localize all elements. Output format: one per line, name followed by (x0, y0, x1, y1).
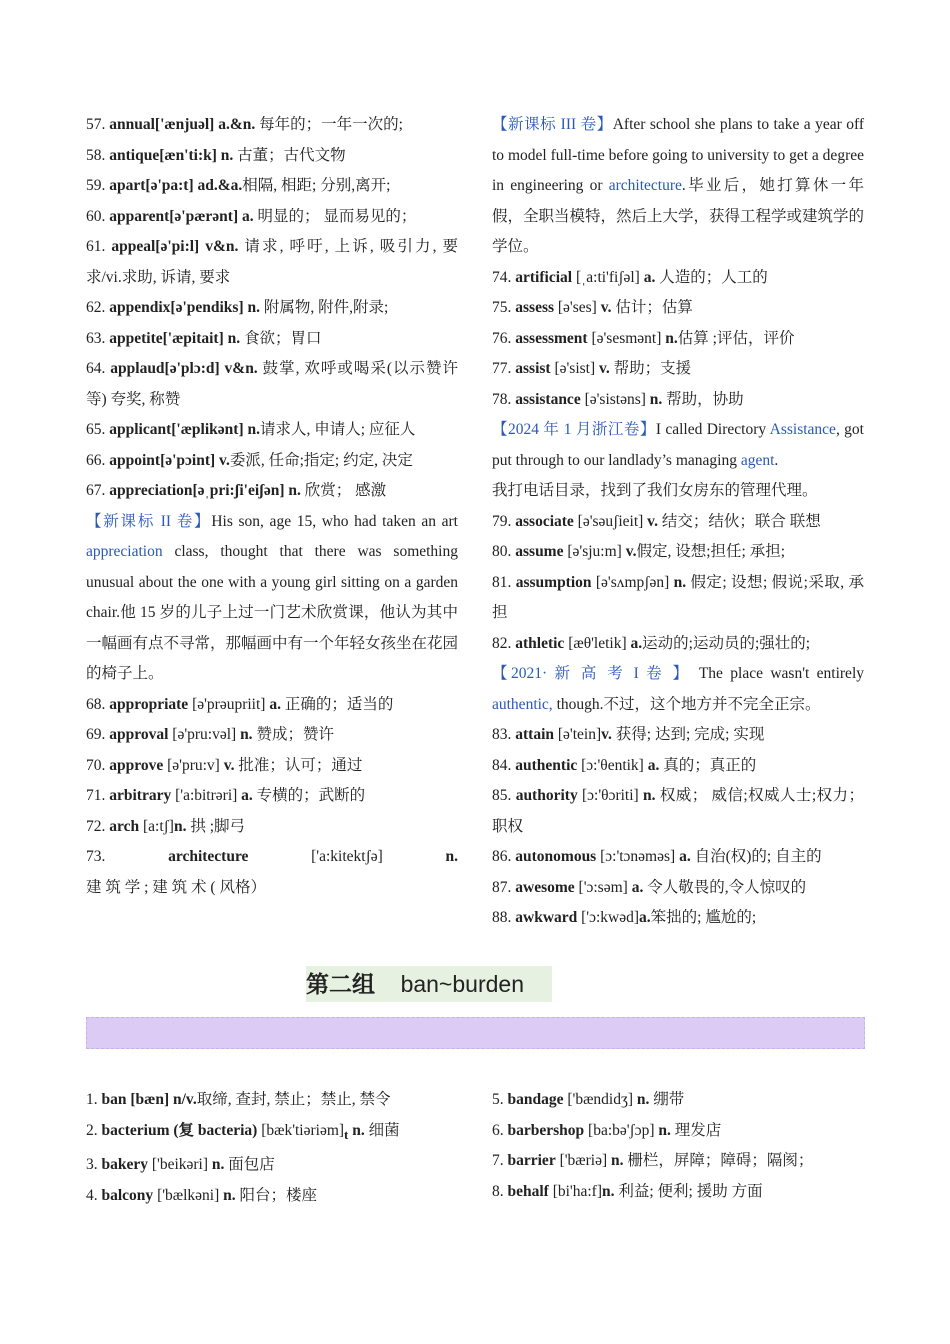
example-translation: 不过，这个地方并不完全正宗。 (603, 695, 821, 713)
entry-word: approval (109, 726, 169, 743)
entry-word: assume (515, 543, 564, 560)
entry-pos: n. (240, 726, 253, 743)
entry-num: 73. (86, 848, 106, 865)
entry-list (86, 110, 458, 507)
entry-meaning: 自治(权)的; 自主的 (690, 848, 822, 865)
entry-word: appetite['æpitait] n. (109, 329, 241, 347)
entry-phon: [ə'səuʃieit] (573, 512, 648, 530)
entry-meaning: 委派, 任命;指定; 约定, 决定 (229, 451, 413, 469)
entry-meaning: 估计；估算 (611, 299, 693, 316)
entry-word: bandage (507, 1091, 564, 1108)
entry-num: 72. (86, 817, 106, 835)
example-translation: 他 15 岁的儿子上过一门艺术欣赏课，他认为其中一幅画有点不寻常，那幅画中有一个年轻女孩坐在花园的椅子上。 (86, 604, 459, 682)
entry-list (86, 1085, 466, 1211)
entry-meaning: 理发店 (670, 1121, 722, 1139)
entry-num: 71. (86, 787, 106, 804)
entry-word: awkward (515, 909, 578, 926)
vocab-entry (492, 324, 864, 355)
entry-word: authentic (515, 756, 578, 774)
entry-pos: n. (673, 573, 687, 591)
entry-word: bacterium (复 bacteria) (101, 1121, 258, 1139)
vocab-entry (86, 1150, 466, 1181)
vocab-entry (492, 1177, 872, 1208)
vocab-entry (86, 1181, 466, 1212)
entry-list (492, 263, 864, 416)
entry-phon: [a:tʃ] (139, 817, 174, 835)
entry-word: barrier (507, 1152, 556, 1169)
example-keyword: architecture (608, 177, 682, 194)
vocab-entry (492, 842, 864, 873)
entry-phon: [bæk'tiəriəm] (257, 1121, 345, 1139)
entry-pos: v. (599, 360, 610, 377)
bottom-right-column (492, 1085, 872, 1207)
example-67 (86, 507, 458, 690)
vocab-entry (492, 385, 864, 416)
entry-word: arbitrary (109, 787, 172, 804)
entry-pos: n. (658, 1121, 671, 1139)
entry-phon: [ə'sju:m] (563, 543, 626, 560)
entry-word: arch (109, 817, 140, 835)
entry-phon: ['ɔ:səm] (574, 878, 632, 896)
entry-pos: v. (601, 726, 612, 743)
entry-list (492, 720, 864, 934)
section-range: ban~burden (400, 971, 524, 997)
entry-meaning: 批准；认可；通过 (234, 756, 363, 774)
entry-meaning: 假定, 设想;担任; 承担; (636, 543, 786, 560)
bottom-left-column (86, 1085, 466, 1211)
entry-num: 3. (86, 1156, 98, 1174)
entry-num: 85. (492, 787, 512, 804)
entry-meaning: 取缔, 查封, 禁止；禁止, 禁令 (196, 1091, 391, 1108)
vocab-entry (492, 537, 864, 568)
vocab-entry (492, 354, 864, 385)
entry-word: bakery (101, 1156, 148, 1174)
entry-num: 81. (492, 573, 512, 591)
entry-word: assistance (515, 390, 581, 408)
entry-meaning: 鼓掌, 欢呼或喝采(以示赞许等) 夸奖, 称赞 (86, 360, 459, 408)
example-keyword: authentic, (492, 695, 553, 713)
entry-meaning: 相隔, 相距; 分别,离开; (242, 177, 391, 194)
entry-num: 5. (492, 1091, 504, 1108)
entry-word: appeal[ə'pi:l] v&n. (111, 238, 239, 255)
example-78 (492, 415, 864, 507)
entry-list (86, 690, 458, 904)
entry-phon: [ə'pru:vəl] (168, 726, 241, 743)
entry-num: 63. (86, 329, 106, 347)
entry-num: 67. (86, 482, 106, 499)
entry-list (492, 1085, 872, 1207)
entry-word: ban [bæn] n/v. (101, 1091, 197, 1108)
entry-meaning: 笨拙的; 尴尬的; (650, 909, 757, 926)
entry-num: 74. (492, 268, 512, 286)
example-source: 【新课标 II 卷】 (86, 512, 212, 530)
entry-num: 60. (86, 207, 106, 225)
vocab-entry (492, 568, 864, 629)
entry-pos: a. (647, 756, 660, 774)
vocab-entry (86, 842, 458, 903)
entry-num: 84. (492, 756, 512, 774)
example-text: , got put through to our landlady’s managing (492, 421, 864, 469)
entry-pos: n. (665, 329, 678, 347)
entry-phon: ['ɔ:kwəd] (577, 909, 640, 926)
entry-meaning: 正确的；适当的 (280, 695, 394, 713)
entry-word: appropriate (109, 695, 189, 713)
entry-meaning: 帮助；支援 (609, 360, 692, 377)
entry-num: 57. (86, 116, 106, 133)
entry-meaning: 令人敬畏的,令人惊叹的 (643, 878, 807, 896)
entry-phon: [ə'ses] (554, 299, 601, 316)
vocab-entry (86, 781, 458, 812)
entry-word: apparent[ə'pærənt] a. (109, 207, 254, 225)
entry-meaning: 明显的； 显而易见的； (253, 207, 417, 225)
entry-phon: [ə'sist] (550, 360, 600, 377)
entry-num: 75. (492, 299, 512, 316)
vocab-entry (492, 629, 864, 660)
vocab-entry (86, 446, 458, 477)
entry-word: assumption (515, 573, 592, 591)
entry-meaning: 真的；真正的 (659, 756, 757, 774)
example-source: 【2024 年 1 月浙江卷】 (492, 421, 656, 438)
entry-pos: n. (636, 1091, 650, 1108)
example-translation: 我打电话目录，找到了我们女房东的管理代理。 (492, 482, 818, 499)
vocab-entry (86, 476, 458, 507)
entry-num: 64. (86, 360, 106, 377)
example-text: class, thought that there was something unusual about the one with a young girl sitting on a garden chair. (86, 543, 458, 621)
entry-num: 88. (492, 909, 512, 926)
vocab-entry (86, 720, 458, 751)
vocab-entry (492, 1116, 872, 1147)
vocab-entry (86, 293, 458, 324)
entry-phon: [ə'sesmənt] (587, 329, 666, 347)
entry-word: applicant['æplikənt] n. (109, 421, 260, 438)
entry-word: athletic (515, 634, 565, 652)
entry-sub: t (344, 1126, 349, 1142)
example-text: After school she plans to take a year off to model full-time before going to university to get a degree in engineering or (492, 116, 864, 194)
entry-meaning: 食欲；胃口 (240, 329, 322, 347)
entry-phon: [ə'pru:v] (163, 756, 224, 774)
entry-phon: ['bælkəni] (153, 1186, 224, 1204)
entry-meaning: 建 筑 学 ; 建 筑 术 ( 风格） (86, 878, 266, 896)
entry-pos: n. (211, 1156, 225, 1174)
example-keyword: Assistance (769, 421, 836, 438)
entry-word: awesome (515, 878, 575, 896)
entry-num: 8. (492, 1182, 504, 1200)
entry-meaning: 假定; 设想; 假说;采取, 承担 (492, 573, 864, 621)
left-column (86, 110, 458, 903)
example-text: His son, age 15, who had taken an art (211, 512, 458, 530)
vocab-entry (86, 141, 458, 172)
example-keyword: appreciation (86, 543, 163, 560)
entry-meaning: 栅栏，屏障；障碍；隔阂； (623, 1152, 814, 1169)
entry-meaning: 阳台；楼座 (235, 1186, 318, 1204)
entry-meaning: 附属物, 附件,附录; (260, 299, 389, 316)
entry-phon: [ɔ:'tɔnəməs] (596, 848, 680, 865)
example-text: though. (552, 695, 604, 713)
vocab-entry (86, 812, 458, 843)
vocab-entry (86, 415, 458, 446)
vocab-entry (492, 720, 864, 751)
example-keyword: agent (740, 451, 775, 469)
vocab-entry (86, 1085, 466, 1116)
entry-meaning: 结交；结伙；联合 联想 (657, 512, 821, 530)
vocab-entry (492, 293, 864, 324)
entry-num: 70. (86, 756, 106, 774)
vocab-entry (86, 324, 458, 355)
entry-num: 1. (86, 1091, 98, 1108)
entry-num: 7. (492, 1152, 504, 1169)
entry-meaning: 面包店 (224, 1156, 275, 1174)
entry-num: 2. (86, 1121, 98, 1139)
vocab-entry (492, 873, 864, 904)
section-title-label: 第二组 (306, 971, 375, 997)
entry-word: assist (515, 360, 551, 377)
entry-num: 66. (86, 451, 106, 469)
entry-meaning: 拱 ;脚弓 (186, 817, 246, 835)
entry-phon: [ə'sʌmpʃən] (591, 573, 674, 591)
entry-meaning: 运动的;运动员的;强壮的; (642, 634, 811, 652)
entry-meaning: 估算 ;评估，评价 (677, 329, 795, 347)
entry-meaning: 欣赏； 感激 (300, 482, 387, 499)
vocab-entry (86, 751, 458, 782)
vocab-entry (492, 751, 864, 782)
entry-pos: n. (223, 1186, 236, 1204)
entry-num: 6. (492, 1121, 504, 1139)
vocab-entry (86, 171, 458, 202)
entry-word: authority (515, 787, 578, 804)
vocab-entry (492, 1146, 872, 1177)
vocab-entry (86, 354, 458, 415)
entry-pos: n. (445, 848, 458, 865)
entry-pos: a. (241, 787, 253, 804)
entry-num: 76. (492, 329, 512, 347)
entry-pos: v. (223, 756, 235, 774)
entry-meaning: 绷带 (649, 1091, 685, 1108)
entry-num: 78. (492, 390, 512, 408)
vocab-entry (492, 507, 864, 538)
entry-num: 87. (492, 878, 512, 896)
vocab-entry (86, 110, 458, 141)
entry-word: appreciation[əˌpri:ʃi'eiʃən] n. (109, 482, 301, 499)
example-text: The place wasn't entirely (691, 665, 864, 682)
entry-phon: [bi'ha:f] (548, 1182, 602, 1200)
entry-word: barbershop (507, 1121, 585, 1139)
vocab-entry (492, 263, 864, 294)
entry-word: behalf (507, 1182, 549, 1200)
entry-meaning: 权威； 威信;权威人士;权力；职权 (492, 787, 864, 835)
entry-pos: v. (625, 543, 637, 560)
entry-num: 68. (86, 695, 106, 713)
entry-word: antique[æn'ti:k] n. (109, 146, 234, 164)
example-82 (492, 659, 864, 720)
entry-word: artificial (515, 268, 573, 286)
entry-phon: ['a:bitrəri] (171, 787, 242, 804)
entry-word: annual['ænjuəl] a.&n. (109, 116, 256, 133)
entry-meaning: 人造的；人工的 (655, 268, 768, 286)
entry-phon: ['a:kitektʃə] (248, 848, 446, 865)
entry-meaning: 获得; 达到; 完成; 实现 (611, 726, 765, 743)
entry-word: assess (515, 299, 555, 316)
entry-meaning: 帮助，协助 (662, 390, 744, 408)
entry-pos: a. (679, 848, 691, 865)
entry-num: 83. (492, 726, 512, 743)
section-divider-bar (86, 1017, 865, 1049)
entry-word: associate (515, 512, 574, 530)
entry-phon: ['bændidʒ] (563, 1091, 637, 1108)
entry-num: 58. (86, 146, 106, 164)
entry-phon: [æθ'letik] (564, 634, 631, 652)
entry-pos: n. (348, 1121, 365, 1139)
example-73 (492, 110, 864, 263)
entry-num: 79. (492, 512, 512, 530)
entry-pos: a. (639, 909, 651, 926)
entry-phon: [ə'tein] (554, 726, 602, 743)
entry-meaning: 请求人, 申请人; 应征人 (259, 421, 416, 438)
right-column (492, 110, 864, 934)
entry-word: autonomous (515, 848, 597, 865)
vocab-entry (492, 781, 864, 842)
entry-phon: ['beikəri] (148, 1156, 212, 1174)
entry-num: 80. (492, 543, 512, 560)
entry-num: 82. (492, 634, 512, 652)
entry-num: 65. (86, 421, 106, 438)
vocab-entry (492, 903, 864, 934)
example-text: I called Directory (655, 421, 770, 438)
entry-pos: n. (602, 1182, 615, 1200)
entry-meaning: 古董；古代文物 (233, 146, 346, 164)
entry-pos: n. (173, 817, 187, 835)
entry-num: 86. (492, 848, 512, 865)
example-source: 【新课标 III 卷】 (492, 116, 613, 133)
entry-phon: [ˌa:ti'fiʃəl] (572, 268, 644, 286)
entry-word: applaud[ə'plɔ:d] v&n. (110, 360, 258, 377)
vocab-entry (492, 1085, 872, 1116)
entry-pos: a. (630, 634, 643, 652)
entry-pos: n. (611, 1152, 624, 1169)
entry-phon: ['bæriə] (555, 1152, 612, 1169)
entry-pos: n. (649, 390, 663, 408)
entry-phon: [ə'prəupriit] (188, 695, 270, 713)
entry-meaning: 利益; 便利; 援助 方面 (614, 1182, 763, 1200)
entry-word: attain (515, 726, 554, 743)
entry-word: appoint[ə'pɔint] v. (109, 451, 230, 469)
entry-phon: [ba:bə'ʃɔp] (584, 1121, 659, 1139)
vocab-entry (86, 202, 458, 233)
entry-phon: [ə'sistəns] (580, 390, 650, 408)
entry-pos: a. (643, 268, 656, 286)
entry-word: apart[ə'pa:t] ad.&a. (109, 177, 243, 194)
entry-word: architecture (168, 848, 249, 865)
entry-meaning: 专横的；武断的 (252, 787, 366, 804)
entry-meaning: 请求, 呼吁, 上诉, 吸引力, 要求/vi.求助, 诉请, 要求 (86, 238, 458, 286)
section-title (306, 966, 552, 1002)
example-text: . (681, 177, 686, 194)
entry-pos: v. (647, 512, 658, 530)
entry-num: 4. (86, 1186, 98, 1204)
entry-num: 59. (86, 177, 106, 194)
entry-phon: [ɔ:'θɔriti] (577, 787, 643, 804)
entry-num: 61. (86, 238, 106, 255)
entry-word: approve (109, 756, 164, 774)
entry-num: 62. (86, 299, 106, 316)
entry-num: 69. (86, 726, 106, 743)
vocab-entry (86, 1116, 466, 1151)
entry-pos: v. (600, 299, 612, 316)
entry-meaning: 赞成；赞许 (252, 726, 334, 743)
entry-word: balcony (101, 1186, 154, 1204)
entry-phon: [ɔ:'θentik] (577, 756, 648, 774)
entry-pos: a. (631, 878, 644, 896)
example-source: 【2021· 新 高 考 I 卷 】 (492, 665, 692, 682)
entry-list (492, 507, 864, 660)
example-translation: 毕业后，她打算休一年假，全职当模特，然后上大学，获得工程学或建筑学的学位。 (492, 177, 865, 255)
vocab-entry (86, 690, 458, 721)
entry-pos: n. (643, 787, 656, 804)
entry-word: appendix[ə'pendiks] n. (109, 299, 260, 316)
entry-num: 77. (492, 360, 512, 377)
vocab-entry (86, 232, 458, 293)
entry-word: assessment (515, 329, 588, 347)
entry-meaning: 每年的；一年一次的; (255, 116, 403, 133)
entry-meaning: 细菌 (364, 1121, 400, 1139)
entry-pos: a. (269, 695, 281, 713)
example-text: . (774, 451, 779, 469)
